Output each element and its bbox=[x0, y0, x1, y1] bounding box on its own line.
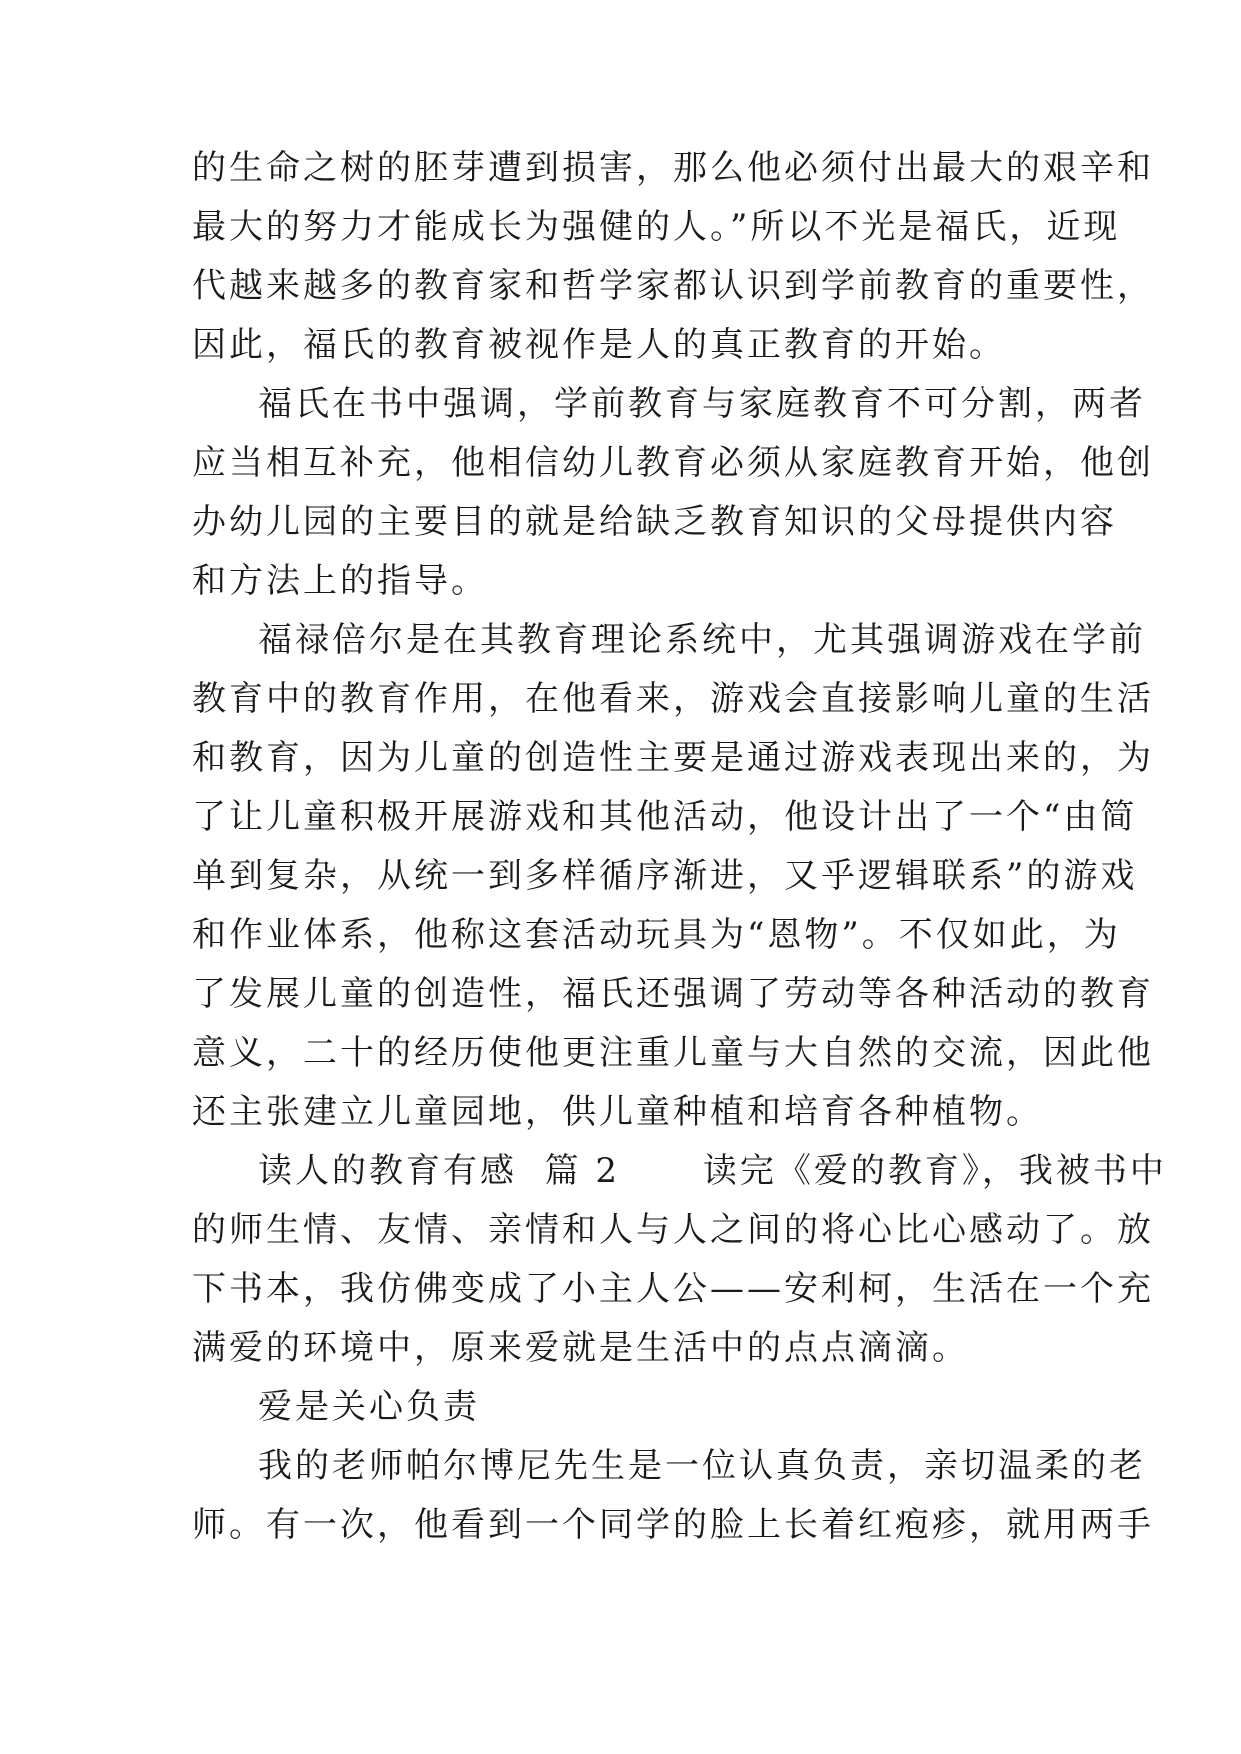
section-heading-line: 读人的教育有感 篇 2 读完《爱的教育》，我被书中 bbox=[258, 1151, 1167, 1191]
text-line: 下书本，我仿佛变成了小主人公——安利柯，生活在一个充 bbox=[192, 1269, 1154, 1309]
text-line: 还主张建立儿童园地，供儿童种植和培育各种植物。 bbox=[192, 1092, 1043, 1132]
text-line: 师。有一次，他看到一个同学的脸上长着红疱疹，就用两手 bbox=[192, 1505, 1154, 1545]
text-line: 代越来越多的教育家和哲学家都认识到学前教育的重要性， bbox=[192, 266, 1154, 306]
text-line: 满爱的环境中，原来爱就是生活中的点点滴滴。 bbox=[192, 1328, 969, 1368]
paragraph-first-line: 福禄倍尔是在其教育理论系统中，尤其强调游戏在学前 bbox=[258, 620, 1146, 660]
text-line: 应当相互补充，他相信幼儿教育必须从家庭教育开始，他创 bbox=[192, 443, 1154, 483]
subheading: 爱是关心负责 bbox=[258, 1387, 480, 1427]
paragraph-first-line: 福氏在书中强调，学前教育与家庭教育不可分割，两者 bbox=[258, 384, 1146, 424]
text-line: 办幼儿园的主要目的就是给缺乏教育知识的父母提供内容 bbox=[192, 502, 1117, 542]
text-line: 单到复杂，从统一到多样循序渐进，又乎逻辑联系”的游戏 bbox=[192, 856, 1138, 896]
text-line: 的师生情、友情、亲情和人与人之间的将心比心感动了。放 bbox=[192, 1210, 1154, 1250]
text-line: 的生命之树的胚芽遭到损害，那么他必须付出最大的艰辛和 bbox=[192, 148, 1154, 188]
text-line: 意义，二十的经历使他更注重儿童与大自然的交流，因此他 bbox=[192, 1033, 1154, 1073]
text-line: 和作业体系，他称这套活动玩具为“恩物”。不仅如此，为 bbox=[192, 915, 1121, 955]
text-line: 因此，福氏的教育被视作是人的真正教育的开始。 bbox=[192, 325, 1006, 365]
text-line: 和教育，因为儿童的创造性主要是通过游戏表现出来的，为 bbox=[192, 738, 1154, 778]
text-line: 了让儿童积极开展游戏和其他活动，他设计出了一个“由简 bbox=[192, 797, 1138, 837]
paragraph-first-line: 我的老师帕尔博尼先生是一位认真负责，亲切温柔的老 bbox=[258, 1446, 1146, 1486]
text-line: 和方法上的指导。 bbox=[192, 561, 488, 601]
text-line: 最大的努力才能成长为强健的人。”所以不光是福氏，近现 bbox=[192, 207, 1121, 247]
text-line: 教育中的教育作用，在他看来，游戏会直接影响儿童的生活 bbox=[192, 679, 1154, 719]
text-line: 了发展儿童的创造性，福氏还强调了劳动等各种活动的教育 bbox=[192, 974, 1154, 1014]
